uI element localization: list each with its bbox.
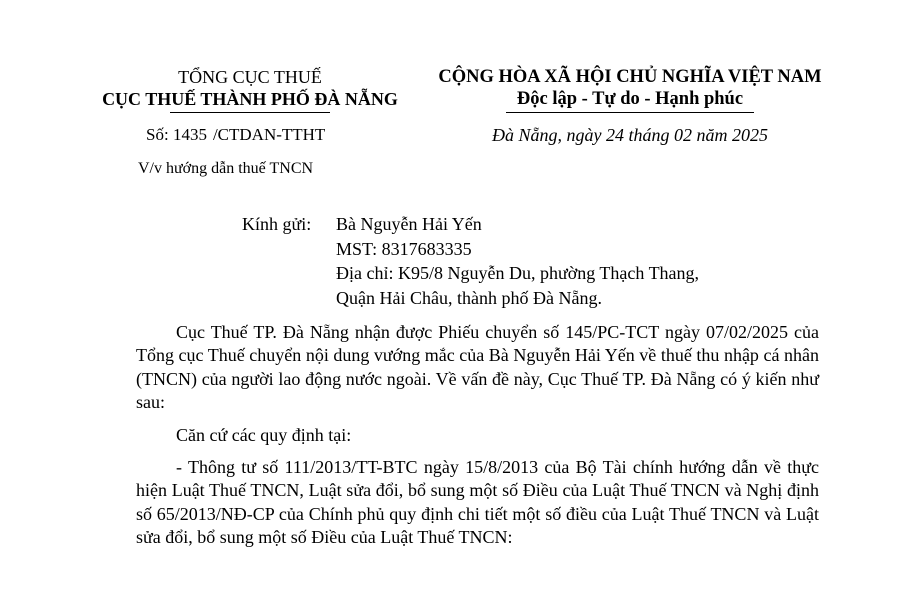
document-body	[136, 321, 819, 550]
recipient-block	[242, 212, 699, 310]
recipient-address-line2: Quận Hải Châu, thành phố Đà Nẵng.	[336, 287, 602, 308]
body-paragraph: Cục Thuế TP. Đà Nẵng nhận được Phiếu chuyển số 145/PC-TCT ngày 07/02/2025 của Tổng cục Thuế chuyển nội dung vướng mắc của Bà Nguyễn Hải Yến về thuế thu nhập cá nhân (TNCN) của người lao động nước ngoài. Về vấn đề này, Cục Thuế TP. Đà Nẵng có ý kiến như sau:	[136, 322, 819, 413]
issue-date: Đà Nẵng, ngày 24 tháng 02 năm 2025	[492, 125, 768, 145]
national-header-block	[410, 66, 850, 113]
issuing-agency-block	[60, 66, 440, 113]
agency-name: CỤC THUẾ THÀNH PHỐ ĐÀ NẴNG	[102, 89, 398, 109]
agency-underline	[170, 112, 330, 113]
motto-underline	[506, 112, 754, 113]
number-label: Số:	[146, 125, 169, 144]
recipient-name: Bà Nguyễn Hải Yến	[336, 214, 482, 234]
national-motto: Độc lập - Tự do - Hạnh phúc	[516, 89, 744, 109]
nation-title: CỘNG HÒA XÃ HỘI CHỦ NGHĨA VIỆT NAM	[438, 67, 822, 87]
recipient-address-line1: Địa chỉ: K95/8 Nguyễn Du, phường Thạch Thang,	[336, 263, 700, 283]
body-paragraph: - Thông tư số 111/2013/TT-BTC ngày 15/8/2013 của Bộ Tài chính hướng dẫn về thực hiện Luật Thuế TNCN, Luật sửa đổi, bổ sung một số Điều của Luật Thuế TNCN và Nghị định số 65/2013/NĐ-CP của Chính phủ quy định chi tiết một số điều của Luật Thuế TNCN và Luật sửa đổi, bổ sung một số Điều của Luật Thuế TNCN:	[136, 457, 819, 548]
document-number	[146, 124, 325, 146]
document-subject: V/v hướng dẫn thuế TNCN	[138, 160, 314, 177]
recipient-label: Kính gửi:	[242, 214, 312, 234]
number-value: 1435	[172, 125, 207, 144]
body-paragraph: Căn cứ các quy định tại:	[176, 424, 352, 445]
parent-agency: TỔNG CỤC THUẾ	[178, 67, 322, 87]
number-suffix: /CTDAN-TTHT	[212, 125, 326, 144]
recipient-tax-code: MST: 8317683335	[336, 238, 472, 259]
